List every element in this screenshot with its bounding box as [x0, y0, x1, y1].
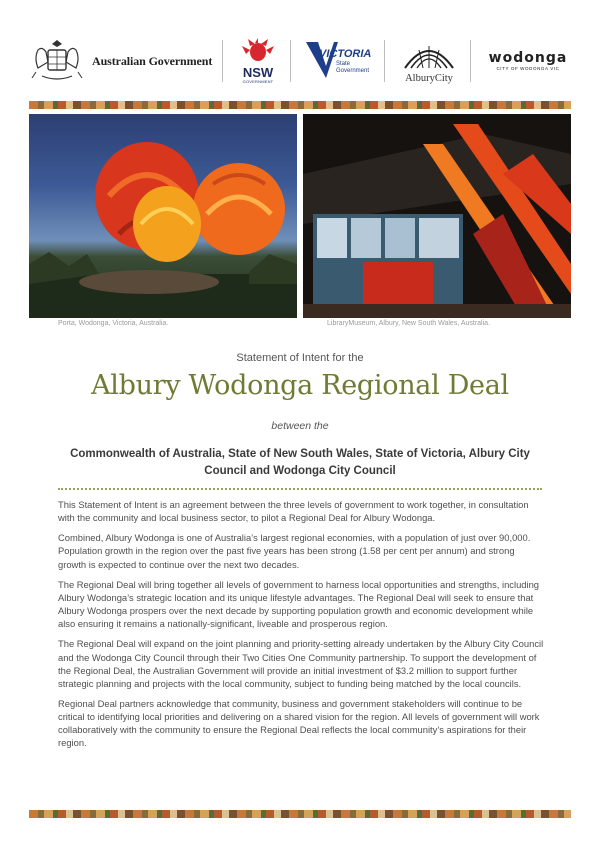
nsw-label: NSW	[242, 65, 274, 80]
library-museum-image	[303, 114, 571, 318]
wodonga-label: wodonga	[488, 50, 568, 66]
albury-city-logo	[398, 40, 460, 84]
logo-divider	[290, 40, 291, 82]
coat-of-arms-icon	[28, 38, 86, 84]
victoria-sub-label	[336, 61, 369, 74]
paragraph: The Regional Deal will bring together all levels of government to harness local opportunities and strengths, including Albury Wodonga’s strategic location and its unique lifestyle advantages. The Regional Deal will seek to ensure that Albury Wodonga prospers over the next decade by supporting population growth and economic development while also ensuring it remains a nationally-significant, liveable and prosperous region.	[58, 578, 540, 630]
albury-label: AlburyCity	[405, 73, 453, 84]
paragraph: This Statement of Intent is an agreement between the three levels of government to work together, in consultation with the community and local business sector, to pilot a Regional Deal for Albury Wodonga.	[58, 499, 529, 524]
logo-divider	[384, 40, 385, 82]
porta-sculpture-photo	[29, 114, 297, 318]
paragraph: Regional Deal partners acknowledge that community, business and government stakeholders will continue to be critical to identifying local priorities and delivering on a shared vision for the region. All levels of government will work collaboratively with the community to ensure the Regional Deal reflects the local community’s aspirations for their region.	[58, 697, 540, 749]
logo-divider	[222, 40, 223, 82]
paragraph: Combined, Albury Wodonga is one of Australia’s largest regional economies, with a population of just over 90,000. Population growth in the region over the past five years has been strong (1.58 per cent per annum) and strong growth is expected to continue over the next two decades.	[58, 532, 531, 570]
body-text	[58, 498, 544, 757]
victoria-government-logo	[304, 40, 376, 85]
right-photo-caption: LibraryMuseum, Albury, New South Wales, Australia.	[327, 320, 491, 327]
albury-arch-icon	[401, 40, 457, 70]
victoria-sub-1: State	[336, 61, 351, 67]
parties-heading: Commonwealth of Australia, State of New South Wales, State of Victoria, Albury City Council and Wodonga City Council	[70, 448, 530, 477]
nsw-sub-label: GOVERNMENT	[242, 79, 274, 84]
victoria-sub-2: Government	[336, 67, 370, 74]
logo-divider	[470, 40, 471, 82]
decorative-band-bottom	[29, 810, 571, 818]
between-label: between the	[271, 420, 329, 432]
australian-government-label: Australian Government	[92, 53, 213, 68]
left-photo-caption: Porta, Wodonga, Victoria, Australia.	[58, 320, 169, 327]
waratah-icon	[240, 38, 276, 62]
document-title: Albury Wodonga Regional Deal	[91, 370, 509, 401]
porta-sculpture-image	[29, 114, 297, 318]
victoria-label: VICTORIA	[319, 48, 372, 60]
wodonga-city-logo	[486, 50, 570, 71]
logo-header	[0, 0, 600, 100]
dotted-divider	[58, 488, 542, 490]
wodonga-sub-label: CITY OF WODONGA VIC	[496, 66, 560, 71]
australian-government-logo	[28, 38, 212, 84]
victoria-v-icon	[304, 40, 376, 80]
nsw-government-logo	[236, 38, 280, 84]
statement-intro: Statement of Intent for the	[236, 352, 364, 364]
library-museum-photo	[303, 114, 571, 318]
paragraph: The Regional Deal will expand on the joint planning and priority-setting already undertaken by the Albury City Council and the Wodonga City Council through their Two Cities One Community partnership. To support the development of the Regional Deal, the Australian Government will provide an initial investment of $3.2 million to support further strategic planning and projects with the local community, subject to funding being matched by the local councils.	[58, 638, 544, 689]
decorative-band-top	[29, 101, 571, 109]
